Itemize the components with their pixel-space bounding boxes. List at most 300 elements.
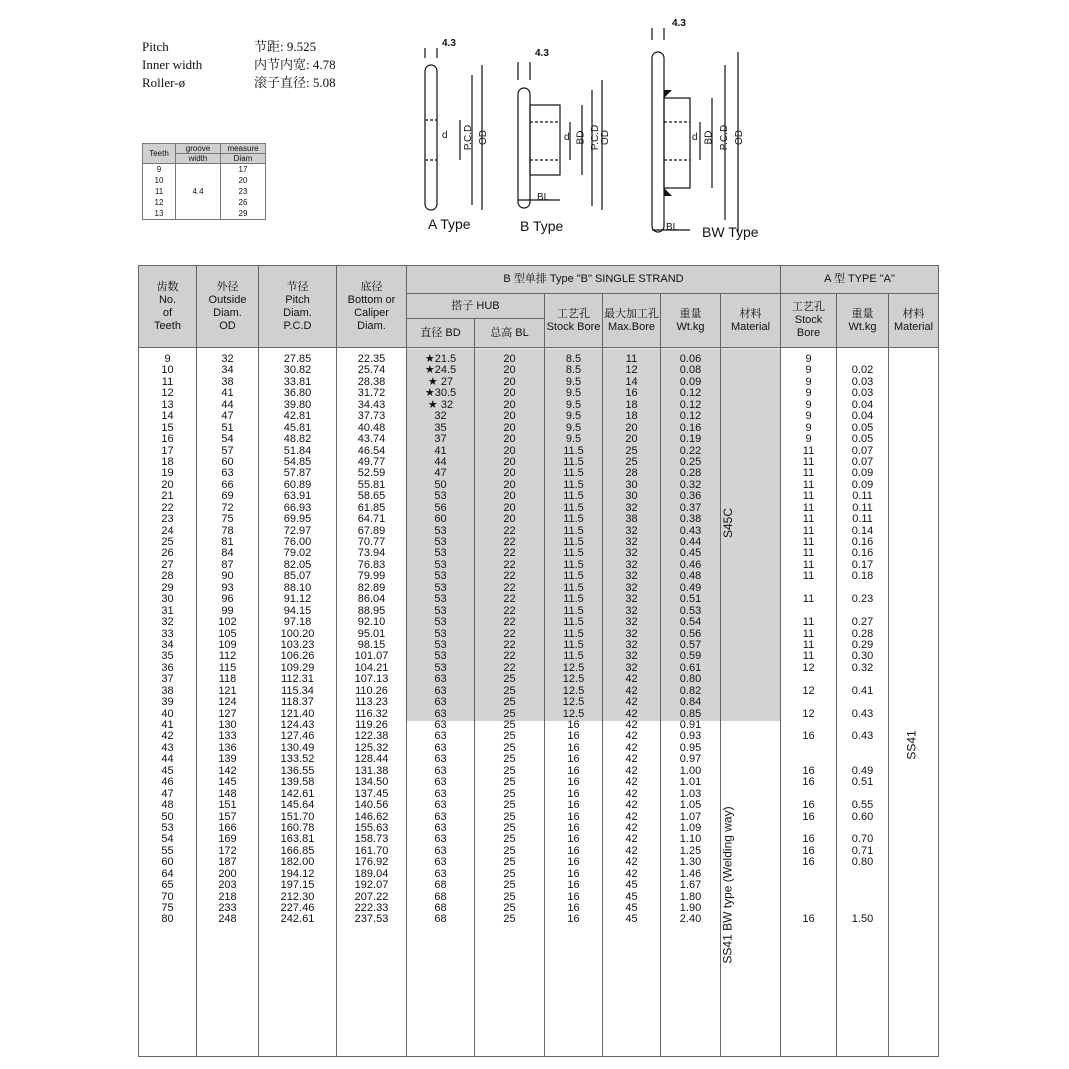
cell-a-wt: 0.03 (851, 375, 874, 388)
header-b-group: B 型单排 Type "B" SINGLE STRAND (407, 266, 781, 294)
header-hub: 搭子 HUB (407, 294, 545, 319)
groove-teeth-col (143, 164, 176, 220)
cell-a-wt: 0.05 (851, 421, 874, 434)
cell-wt: 0.97 (679, 753, 702, 766)
cell-teeth: 44 (161, 753, 174, 766)
cell-bl: 22 (503, 524, 516, 537)
cell-bl: 25 (503, 799, 516, 812)
cell-a-stock: 16 (802, 764, 815, 777)
cell-bottom: 37.73 (357, 410, 386, 423)
cell-stock: 12.5 (562, 661, 585, 674)
cell-wt: 0.85 (679, 707, 702, 720)
cell-bottom: 237.53 (354, 913, 389, 926)
sprocket-table (138, 265, 939, 1057)
cell-maxbore: 38 (625, 513, 638, 526)
cell-maxbore: 25 (625, 455, 638, 468)
cell-a-wt: 0.80 (851, 856, 874, 869)
cell-od: 157 (218, 810, 237, 823)
cell-bottom: 52.59 (357, 467, 386, 480)
spec-label-zh: 节距: (254, 39, 284, 54)
cell-bd: 68 (434, 890, 447, 903)
cell-stock: 16 (567, 787, 580, 800)
cell-wt: 1.10 (679, 833, 702, 846)
cell-a-wt: 0.43 (851, 707, 874, 720)
cell-maxbore: 42 (625, 707, 638, 720)
dim-43-b: 4.3 (535, 48, 549, 59)
cell-od: 130 (218, 719, 237, 731)
cell-pcd: 160.78 (280, 821, 315, 834)
cell-bl: 20 (503, 467, 516, 480)
cell-a-stock: 16 (802, 776, 815, 789)
cell-bottom: 189.04 (354, 867, 389, 880)
cell-bl: 20 (503, 455, 516, 468)
cell-pcd: 27.85 (283, 353, 312, 365)
cell-a-stock: 9 (805, 387, 812, 400)
cell-bl: 22 (503, 547, 516, 560)
cell-maxbore: 32 (625, 627, 638, 640)
cell-od: 57 (221, 444, 234, 457)
cell-od: 75 (221, 513, 234, 526)
header-text: P.C.D (283, 319, 312, 332)
header-text: Diam. (213, 306, 242, 319)
cell-wt: 0.09 (679, 375, 702, 388)
cell-maxbore: 32 (625, 547, 638, 560)
cell-maxbore: 42 (625, 844, 638, 857)
cell-bl: 25 (503, 913, 516, 926)
cell-stock: 11.5 (563, 444, 584, 457)
cell-bottom: 176.92 (354, 856, 389, 869)
cell-bd: 63 (434, 821, 447, 834)
cell-teeth: 70 (161, 890, 174, 903)
cell-a-stock: 9 (805, 353, 812, 365)
cell-teeth: 60 (161, 856, 174, 869)
cell-wt: 0.59 (679, 650, 702, 663)
cell-stock: 11.5 (563, 513, 584, 526)
header-bl: 总高 BL (475, 319, 545, 348)
header-a-group: A 型 TYPE "A" (781, 266, 939, 294)
cell-pcd: 106.26 (280, 650, 315, 663)
cell-bl: 25 (503, 741, 516, 754)
header-text: Diam. (357, 319, 386, 332)
cell-maxbore: 30 (625, 478, 638, 491)
cell-teeth: 41 (161, 719, 174, 731)
cell-a-stock: 11 (802, 638, 815, 651)
cell-a-stock: 16 (802, 844, 815, 857)
header-text: Outside (208, 293, 247, 306)
cell-wt: 0.45 (679, 547, 702, 560)
cell-od: 47 (221, 410, 234, 423)
cell-a-stock: 16 (802, 730, 815, 743)
cell-bottom: 49.77 (357, 455, 386, 468)
d-label-a: d (442, 130, 448, 141)
cell-bd: 63 (434, 764, 447, 777)
cell-bd: 53 (434, 570, 447, 583)
cell-stock: 11.5 (563, 593, 584, 606)
cell-wt: 0.22 (679, 444, 702, 457)
header-text: 工艺孔 (557, 307, 590, 320)
cell-maxbore: 20 (625, 421, 638, 434)
cell-a-stock: 11 (802, 558, 815, 571)
cell-bottom: 140.56 (354, 799, 389, 812)
cell-bottom: 155.63 (354, 821, 389, 834)
cell-maxbore: 42 (625, 719, 638, 731)
cell-wt: 0.56 (679, 627, 702, 640)
cell-wt: 0.32 (679, 478, 702, 491)
cell-wt: 1.90 (679, 902, 702, 914)
cell-pcd: 197.15 (280, 879, 315, 892)
cell-bottom: 107.13 (354, 673, 389, 686)
cell-od: 112 (218, 650, 237, 663)
cell-stock: 16 (567, 833, 580, 846)
cell-teeth: 47 (161, 787, 174, 800)
cell-od: 41 (221, 387, 234, 400)
dim-43-a: 4.3 (442, 38, 456, 49)
header-text: Wt.kg (676, 320, 705, 333)
header-text: 重量 (679, 307, 702, 320)
cell-pcd: 33.81 (283, 375, 312, 388)
cell-maxbore: 42 (625, 787, 638, 800)
cell-wt: 0.57 (679, 638, 702, 651)
cell-bl: 22 (503, 661, 516, 674)
cell-wt: 1.30 (679, 856, 702, 869)
cell-pcd: 36.80 (283, 387, 312, 400)
groove-diam-cell: 23 (238, 187, 248, 196)
cell-maxbore: 42 (625, 810, 638, 823)
cell-pcd: 133.52 (280, 753, 315, 766)
cell-bottom: 46.54 (357, 444, 386, 457)
cell-od: 145 (218, 776, 237, 789)
cell-maxbore: 42 (625, 741, 638, 754)
pcd-label-a: P.C.D (463, 124, 475, 151)
table-body (139, 348, 939, 1057)
measure-header: measure (221, 144, 266, 154)
cell-teeth: 9 (164, 353, 171, 365)
cell-a-stock: 11 (802, 650, 815, 663)
bl-label-b: BL (537, 192, 550, 203)
cell-bd: 63 (434, 741, 447, 754)
od-label-bw: OD (734, 130, 745, 145)
header-a-wt (837, 294, 889, 348)
cell-wt: 1.07 (679, 810, 702, 823)
cell-a-wt (837, 674, 888, 685)
cell-teeth: 34 (161, 638, 174, 651)
cell-teeth: 13 (161, 398, 174, 411)
cell-teeth: 22 (161, 501, 174, 514)
cell-wt: 1.03 (679, 787, 702, 800)
header-pcd (259, 266, 337, 348)
cell-bl: 22 (503, 638, 516, 651)
material-b-upper: S45C (721, 507, 736, 539)
cell-bottom: 40.48 (357, 421, 386, 434)
cell-od: 32 (221, 353, 234, 365)
groove-width-cell: 4.4 (176, 164, 221, 220)
cell-a-stock (781, 674, 836, 685)
cell-teeth: 54 (161, 833, 174, 846)
cell-stock: 11.5 (563, 570, 584, 583)
cell-od: 172 (218, 844, 237, 857)
cell-pcd: 130.49 (280, 741, 315, 754)
cell-teeth: 35 (161, 650, 174, 663)
cell-a-stock: 16 (802, 810, 815, 823)
cell-bl: 25 (503, 902, 516, 914)
cell-teeth: 45 (161, 764, 174, 777)
cell-wt: 0.48 (679, 570, 702, 583)
cell-od: 66 (221, 478, 234, 491)
cell-bottom: 73.94 (357, 547, 386, 560)
cell-teeth: 23 (161, 513, 174, 526)
cell-teeth: 80 (161, 913, 174, 926)
header-text: Material (893, 320, 934, 333)
cell-maxbore: 14 (625, 375, 638, 388)
header-text: Material (730, 320, 771, 333)
cell-bottom: 207.22 (354, 890, 389, 903)
header-text: Stock Bore (546, 320, 601, 333)
cell-bd: 53 (434, 661, 447, 674)
bd-label-b: BD (575, 130, 587, 145)
cell-bl: 22 (503, 581, 516, 594)
diam-header: Diam (221, 154, 266, 164)
cell-stock: 16 (567, 776, 580, 789)
cell-bd: 53 (434, 604, 447, 617)
cell-od: 233 (218, 902, 237, 914)
cell-pcd: 142.61 (280, 787, 315, 800)
cell-bottom: 25.74 (357, 364, 386, 377)
spec-label: Pitch (142, 39, 169, 54)
cell-pcd: 54.85 (283, 455, 312, 468)
header-text: Wt.kg (848, 320, 877, 333)
cell-teeth: 14 (161, 410, 174, 423)
cell-a-wt: 0.07 (851, 455, 874, 468)
cell-wt: 1.01 (679, 776, 702, 789)
cell-stock: 16 (567, 719, 580, 731)
cell-a-stock: 11 (802, 444, 815, 457)
cell-maxbore: 32 (625, 501, 638, 514)
cell-a-stock: 9 (805, 375, 812, 388)
spec-block (142, 38, 336, 92)
cell-bottom: 43.74 (357, 433, 386, 446)
cell-a-stock: 11 (802, 547, 815, 560)
cell-bottom: 79.99 (357, 570, 386, 583)
d-label-b: d (564, 132, 570, 143)
cell-wt: 0.28 (679, 467, 702, 480)
cell-bottom: 131.38 (354, 764, 389, 777)
cell-teeth: 12 (161, 387, 174, 400)
cell-od: 99 (221, 604, 234, 617)
cell-pcd: 163.81 (280, 833, 315, 846)
cell-bottom: 137.45 (354, 787, 389, 800)
pcd-label-b: P.C.D (590, 124, 602, 151)
cell-teeth: 42 (161, 730, 174, 743)
cell-bl: 25 (503, 867, 516, 880)
cell-teeth: 65 (161, 879, 174, 892)
cell-pcd: 94.15 (283, 604, 312, 617)
cell-pcd: 76.00 (283, 536, 312, 548)
cell-od: 109 (218, 638, 237, 651)
cell-od: 51 (221, 421, 234, 434)
material-a: SS41 (904, 730, 919, 760)
col-stock (545, 348, 603, 1057)
cell-bl: 20 (503, 478, 516, 491)
cell-wt: 2.40 (679, 913, 702, 926)
cell-bottom: 70.77 (357, 536, 386, 548)
cell-bd: 53 (434, 616, 447, 629)
cell-bd: 44 (434, 455, 447, 468)
cell-bl: 25 (503, 856, 516, 869)
groove-teeth-cell: 12 (154, 198, 164, 207)
cell-bl: 20 (503, 421, 516, 434)
cell-teeth: 10 (161, 364, 174, 377)
cell-od: 139 (218, 753, 237, 766)
cell-maxbore: 20 (625, 433, 638, 446)
cell-wt: 0.54 (679, 616, 702, 629)
cell-bd: 68 (434, 879, 447, 892)
spec-label-zh: 内节内宽: (254, 57, 310, 72)
cell-bottom: 98.15 (357, 638, 386, 651)
header-a-stock (781, 294, 837, 348)
cell-maxbore: 12 (625, 364, 638, 377)
cell-wt: 0.12 (679, 398, 702, 411)
cell-bl: 20 (503, 433, 516, 446)
cell-wt: 0.25 (679, 455, 702, 468)
cell-maxbore: 45 (625, 913, 638, 926)
cell-bl: 22 (503, 593, 516, 606)
header-teeth (139, 266, 197, 348)
cell-od: 93 (221, 581, 234, 594)
cell-od: 81 (221, 536, 234, 548)
cell-maxbore: 42 (625, 776, 638, 789)
cell-stock: 9.5 (565, 410, 582, 423)
cell-od: 63 (221, 467, 234, 480)
cell-bd: 53 (434, 593, 447, 606)
cell-od: 148 (218, 787, 237, 800)
cell-stock: 16 (567, 753, 580, 766)
cell-od: 105 (218, 627, 237, 640)
cell-bd: 53 (434, 524, 447, 537)
cell-a-stock (781, 697, 836, 708)
spec-label: Inner width (142, 57, 203, 72)
cell-a-wt: 0.49 (851, 764, 874, 777)
cell-teeth: 18 (161, 455, 174, 468)
cell-bd: 63 (434, 730, 447, 743)
cell-pcd: 82.05 (283, 558, 312, 571)
cell-a-wt: 0.29 (851, 638, 874, 651)
cell-wt: 1.25 (679, 844, 702, 857)
cell-bd: ★21.5 (424, 353, 457, 365)
cell-bottom: 146.62 (354, 810, 389, 823)
cell-bd: 56 (434, 501, 447, 514)
header-text: Teeth (154, 319, 181, 332)
cell-maxbore: 16 (625, 387, 638, 400)
cell-pcd: 194.12 (280, 867, 315, 880)
cell-pcd: 85.07 (283, 570, 312, 583)
cell-pcd: 66.93 (283, 501, 312, 514)
cell-wt: 0.46 (679, 558, 702, 571)
cell-stock: 11.5 (563, 547, 584, 560)
groove-teeth-cell: 11 (154, 187, 164, 196)
header-bd: 直径 BD (407, 319, 475, 348)
cell-bl: 20 (503, 387, 516, 400)
sprocket-diagrams (400, 10, 780, 250)
od-label-a: OD (478, 130, 489, 145)
cell-od: 115 (218, 661, 237, 674)
cell-bottom: 222.33 (354, 902, 389, 914)
cell-bd: 53 (434, 638, 447, 651)
cell-pcd: 118.37 (281, 696, 314, 709)
cell-a-stock: 12 (802, 661, 815, 674)
cell-pcd: 166.85 (280, 844, 315, 857)
cell-a-stock: 11 (802, 616, 815, 629)
cell-bl: 25 (503, 879, 516, 892)
cell-pcd: 145.64 (280, 799, 315, 812)
cell-a-wt: 0.05 (851, 433, 874, 446)
cell-bd: 63 (434, 799, 447, 812)
cell-bottom: 88.95 (357, 604, 386, 617)
cell-teeth: 43 (161, 741, 174, 754)
cell-teeth: 75 (161, 902, 174, 914)
cell-a-wt: 0.71 (851, 844, 874, 857)
cell-stock: 9.5 (565, 421, 582, 434)
cell-stock: 8.5 (565, 364, 582, 377)
cell-a-wt: 0.09 (851, 478, 874, 491)
cell-maxbore: 32 (625, 536, 638, 548)
cell-teeth: 15 (161, 421, 174, 434)
cell-bl: 25 (503, 890, 516, 903)
cell-bd: 63 (434, 776, 447, 789)
cell-bottom: 92.10 (357, 616, 386, 629)
col-material (721, 348, 781, 1057)
bw-type-label: BW Type (702, 224, 759, 240)
cell-wt: 0.16 (679, 421, 702, 434)
groove-diam-cell: 29 (238, 209, 248, 218)
cell-bd: 32 (434, 410, 447, 423)
cell-a-wt: 0.04 (851, 410, 874, 423)
cell-pcd: 115.34 (281, 684, 314, 697)
cell-od: 69 (221, 490, 234, 503)
cell-pcd: 151.70 (280, 810, 315, 823)
cell-teeth: 64 (161, 867, 174, 880)
cell-bl: 25 (503, 821, 516, 834)
cell-teeth: 17 (161, 444, 174, 457)
cell-maxbore: 42 (625, 833, 638, 846)
cell-od: 127 (218, 707, 237, 720)
cell-bottom: 110.26 (355, 684, 388, 697)
cell-a-wt (837, 880, 888, 891)
cell-bd: 63 (434, 844, 447, 857)
cell-bd: 63 (434, 696, 447, 709)
cell-od: 166 (218, 821, 237, 834)
cell-bd: 35 (434, 421, 447, 434)
cell-wt: 0.95 (679, 741, 702, 754)
cell-bd: 53 (434, 627, 447, 640)
cell-pcd: 48.82 (283, 433, 312, 446)
cell-pcd: 121.40 (280, 707, 315, 720)
cell-stock: 12.5 (562, 684, 585, 697)
cell-stock: 11.5 (563, 627, 584, 640)
cell-wt: 0.80 (679, 673, 702, 686)
cell-od: 44 (221, 398, 234, 411)
cell-maxbore: 32 (625, 524, 638, 537)
cell-od: 54 (221, 433, 234, 446)
cell-stock: 11.5 (563, 536, 584, 548)
cell-a-wt: 0.04 (851, 398, 874, 411)
cell-pcd: 97.18 (283, 616, 312, 629)
cell-wt: 0.44 (679, 536, 702, 548)
cell-maxbore: 45 (625, 879, 638, 892)
cell-bl: 25 (503, 776, 516, 789)
cell-a-wt: 0.43 (851, 730, 874, 743)
cell-bl: 22 (503, 570, 516, 583)
cell-bottom: 67.89 (357, 524, 386, 537)
